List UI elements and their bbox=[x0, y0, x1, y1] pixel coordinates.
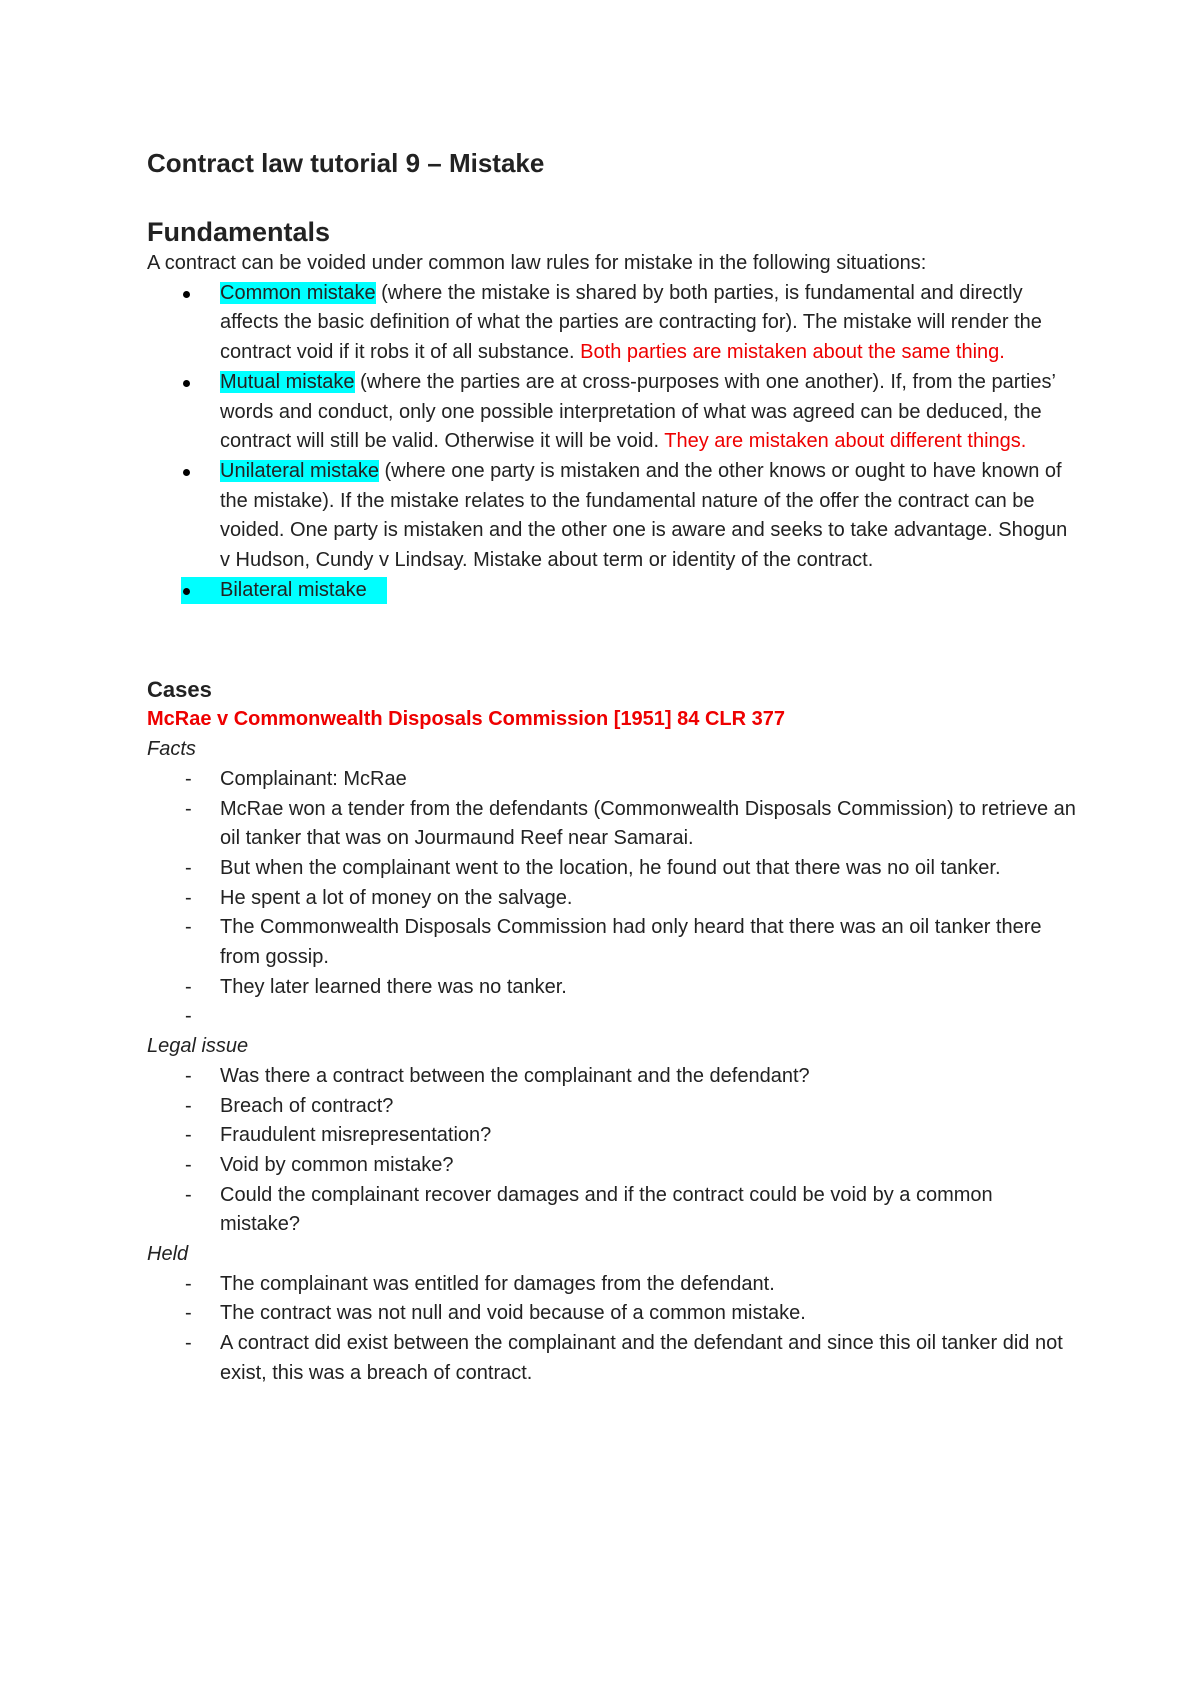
issues-list bbox=[147, 1062, 1077, 1240]
fundamentals-heading: Fundamentals bbox=[147, 217, 331, 247]
dash-icon: - bbox=[185, 1124, 192, 1147]
list-item bbox=[147, 973, 1077, 1003]
issue-text: Was there a contract between the complainant and the defendant? bbox=[220, 1064, 810, 1087]
mistake-description: (where the mistake is shared by both parties, is fundamental and directly affects the basic definition of what the parties are contracting for). The mistake will render the contract void if it robs it of all substance. bbox=[220, 281, 1042, 364]
list-item bbox=[147, 1181, 1077, 1240]
dash-icon: - bbox=[185, 975, 192, 998]
bullet-icon bbox=[183, 588, 190, 595]
fundamentals-intro: A contract can be voided under common law rules for mistake in the following situations: bbox=[147, 252, 927, 274]
mistake-emphasis: Both parties are mistaken about the same thing. bbox=[580, 341, 1005, 364]
mistake-types-list bbox=[147, 279, 1077, 606]
case-title: McRae v Commonwealth Disposals Commission [1951] 84 CLR 377 bbox=[147, 708, 785, 731]
list-item bbox=[147, 1062, 1077, 1092]
issue-text: Could the complainant recover damages and if the contract could be void by a common mistake? bbox=[220, 1183, 993, 1236]
list-item bbox=[147, 913, 1077, 972]
mistake-description: (where one party is mistaken and the other knows or ought to have known of the mistake). If the mistake relates to the fundamental nature of the offer the contract can be voided. One party is mistaken and the other one is aware and seeks to take advantage. Shogun v Hudson, Cundy v Lindsay. Mistake about term or identity of the contract. bbox=[220, 459, 1068, 572]
dash-icon: - bbox=[185, 1332, 192, 1355]
legal-issue-label: Legal issue bbox=[147, 1035, 249, 1058]
list-item bbox=[147, 1329, 1077, 1388]
mistake-term: Bilateral mistake bbox=[220, 578, 367, 601]
held-text: The complainant was entitled for damages from the defendant. bbox=[220, 1272, 775, 1295]
issue-text: Void by common mistake? bbox=[220, 1153, 454, 1176]
dash-icon: - bbox=[185, 1183, 192, 1206]
list-item bbox=[147, 1151, 1077, 1181]
dash-icon: - bbox=[185, 1302, 192, 1325]
issue-text: Fraudulent misrepresentation? bbox=[220, 1124, 492, 1147]
list-item bbox=[147, 1270, 1077, 1300]
held-label: Held bbox=[147, 1243, 189, 1266]
dash-icon: - bbox=[185, 916, 192, 939]
list-item bbox=[147, 576, 1077, 606]
dash-icon: - bbox=[185, 1272, 192, 1295]
fact-text: The Commonwealth Disposals Commission had only heard that there was an oil tanker there from gossip. bbox=[220, 916, 1042, 969]
mistake-term: Mutual mistake bbox=[220, 370, 355, 393]
list-item bbox=[147, 765, 1077, 795]
cases-heading: Cases bbox=[147, 677, 212, 703]
dash-icon: - bbox=[185, 797, 192, 820]
bullet-icon bbox=[183, 291, 190, 298]
dash-icon: - bbox=[185, 886, 192, 909]
dash-icon: - bbox=[185, 1005, 192, 1028]
held-text: The contract was not null and void because of a common mistake. bbox=[220, 1302, 806, 1325]
document-title: Contract law tutorial 9 – Mistake bbox=[147, 148, 545, 178]
list-item bbox=[147, 884, 1077, 914]
mistake-description: (where the parties are at cross-purposes with one another). If, from the parties’ words and conduct, only one possible interpretation of what was agreed can be deduced, the contract will still be valid. Otherwise it will be void. bbox=[220, 370, 1056, 453]
issue-text: Breach of contract? bbox=[220, 1094, 394, 1117]
fact-text: They later learned there was no tanker. bbox=[220, 975, 567, 998]
list-item bbox=[147, 1002, 1077, 1032]
mistake-emphasis: They are mistaken about different things. bbox=[664, 430, 1027, 453]
fact-text: He spent a lot of money on the salvage. bbox=[220, 886, 573, 909]
fact-text: Complainant: McRae bbox=[220, 767, 407, 790]
list-item bbox=[147, 1092, 1077, 1122]
list-item bbox=[147, 795, 1077, 854]
bullet-icon bbox=[183, 469, 190, 476]
list-item bbox=[147, 368, 1077, 457]
fact-text: But when the complainant went to the location, he found out that there was no oil tanker. bbox=[220, 856, 1001, 879]
dash-icon: - bbox=[185, 767, 192, 790]
held-list bbox=[147, 1270, 1077, 1389]
facts-label: Facts bbox=[147, 738, 196, 761]
list-item bbox=[147, 1121, 1077, 1151]
dash-icon: - bbox=[185, 1064, 192, 1087]
mistake-term: Unilateral mistake bbox=[220, 459, 379, 482]
list-item bbox=[147, 854, 1077, 884]
dash-icon: - bbox=[185, 1094, 192, 1117]
document-body bbox=[147, 146, 1077, 1389]
dash-icon: - bbox=[185, 856, 192, 879]
list-item bbox=[147, 457, 1077, 576]
list-item bbox=[147, 1299, 1077, 1329]
mistake-term: Common mistake bbox=[220, 281, 376, 304]
fact-text: McRae won a tender from the defendants (Commonwealth Disposals Commission) to retrieve an oil tanker that was on Jourmaund Reef near Samarai. bbox=[220, 797, 1076, 850]
list-item bbox=[147, 279, 1077, 368]
bullet-icon bbox=[183, 380, 190, 387]
dash-icon: - bbox=[185, 1153, 192, 1176]
held-text: A contract did exist between the complainant and the defendant and since this oil tanker did not exist, this was a breach of contract. bbox=[220, 1332, 1063, 1384]
facts-list bbox=[147, 765, 1077, 1032]
